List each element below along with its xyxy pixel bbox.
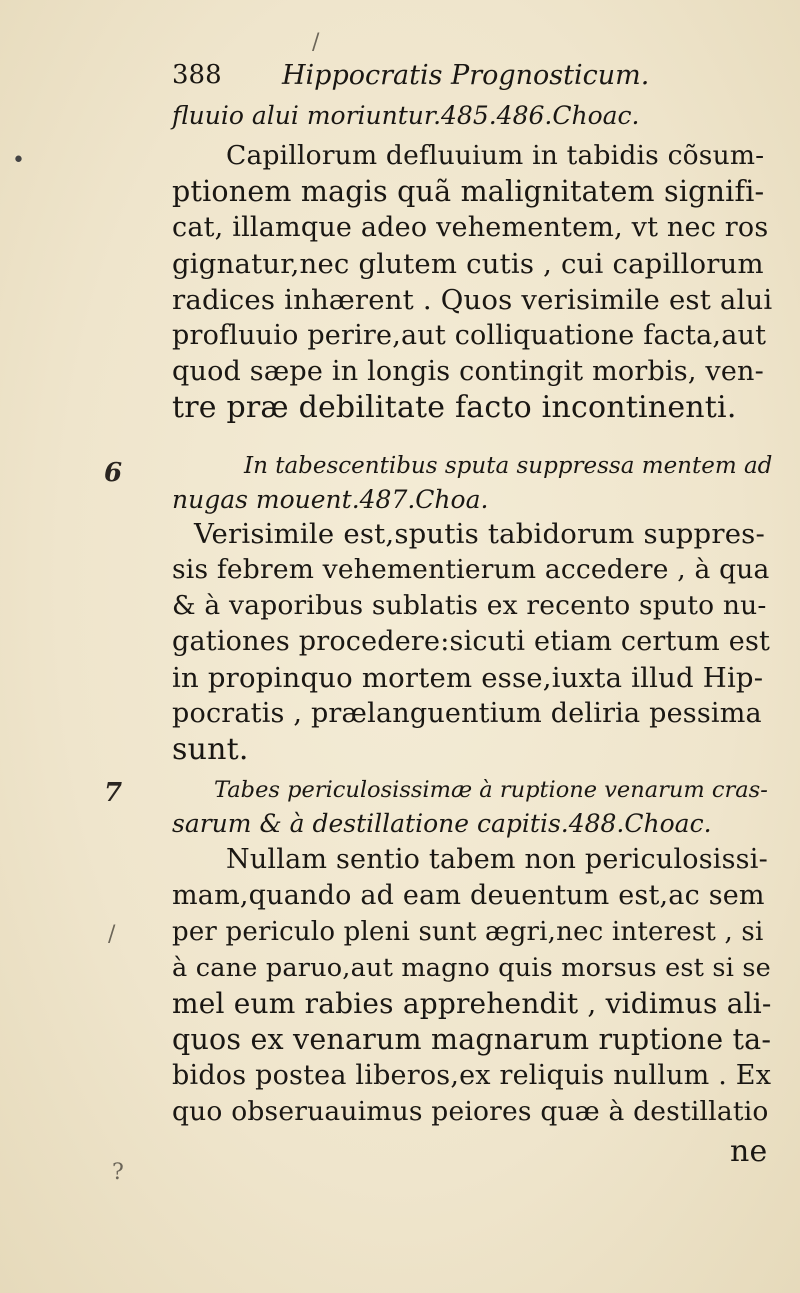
text-line: sarum & à destillatione capitis.488.Choac. xyxy=(172,809,712,838)
text-line: quos ex venarum magnarum ruptione ta- xyxy=(172,1023,772,1056)
stray-mark: • xyxy=(12,148,25,173)
text-line: Capillorum defluuium in tabidis cõsum- xyxy=(226,140,765,171)
text-line: in propinquo mortem esse,iuxta illud Hip- xyxy=(172,662,764,694)
text-line: Verisimile est,sputis tabidorum suppres- xyxy=(194,518,765,550)
text-line: pocratis , prælanguentium deliria pessima xyxy=(172,698,762,729)
text-line: sunt. xyxy=(172,732,249,767)
margin-number: 7 xyxy=(104,778,123,808)
text-line: mel eum rabies apprehendit , vidimus ali- xyxy=(172,987,772,1020)
stray-mark: / xyxy=(108,922,116,947)
text-line: quod sæpe in longis contingit morbis, ven- xyxy=(172,356,764,387)
text-line: ptionem magis quã malignitatem signifi- xyxy=(172,175,765,208)
stray-mark: ? xyxy=(112,1160,124,1185)
text-line: cat, illamque adeo vehementem, vt nec ros xyxy=(172,212,769,243)
page-number: 388 xyxy=(172,60,222,90)
text-line: gationes procedere:sicuti etiam certum est xyxy=(172,626,771,657)
text-line: Nullam sentio tabem non periculosissi- xyxy=(226,844,768,875)
page-header xyxy=(172,60,772,100)
catchword: ne xyxy=(730,1134,768,1169)
text-line: sis febrem vehementierum accedere , à qua xyxy=(172,554,770,585)
text-line: fluuio alui moriuntur.485.486.Choac. xyxy=(172,101,640,130)
text-line: tre præ debilitate facto incontinenti. xyxy=(172,390,737,425)
text-line: profluuio perire,aut colliquatione facta,aut xyxy=(172,320,767,351)
running-head: Hippocratis Prognosticum. xyxy=(282,60,650,91)
text-line: quo obseruauimus peiores quæ à destillatio xyxy=(172,1096,769,1127)
text-line: gignatur,nec glutem cutis , cui capillorum xyxy=(172,248,764,280)
text-line: bidos postea liberos,ex reliquis nullum . Ex xyxy=(172,1060,772,1091)
text-line: à cane paruo,aut magno quis morsus est si se xyxy=(172,953,771,983)
text-line: In tabescentibus sputa suppressa mentem ad xyxy=(244,453,773,479)
text-line: radices inhærent . Quos verisimile est alui xyxy=(172,284,773,316)
text-line: & à vaporibus sublatis ex recento sputo nu- xyxy=(172,590,767,621)
text-line: nugas mouent.487.Choa. xyxy=(172,485,489,514)
text-line: mam,quando ad eam deuentum est,ac sem xyxy=(172,880,765,911)
margin-number: 6 xyxy=(104,458,123,488)
text-line: per periculo pleni sunt ægri,nec interest , si xyxy=(172,917,764,947)
text-line: Tabes periculosissimæ à ruptione venarum cras- xyxy=(214,777,768,803)
stray-mark: / xyxy=(312,30,320,55)
